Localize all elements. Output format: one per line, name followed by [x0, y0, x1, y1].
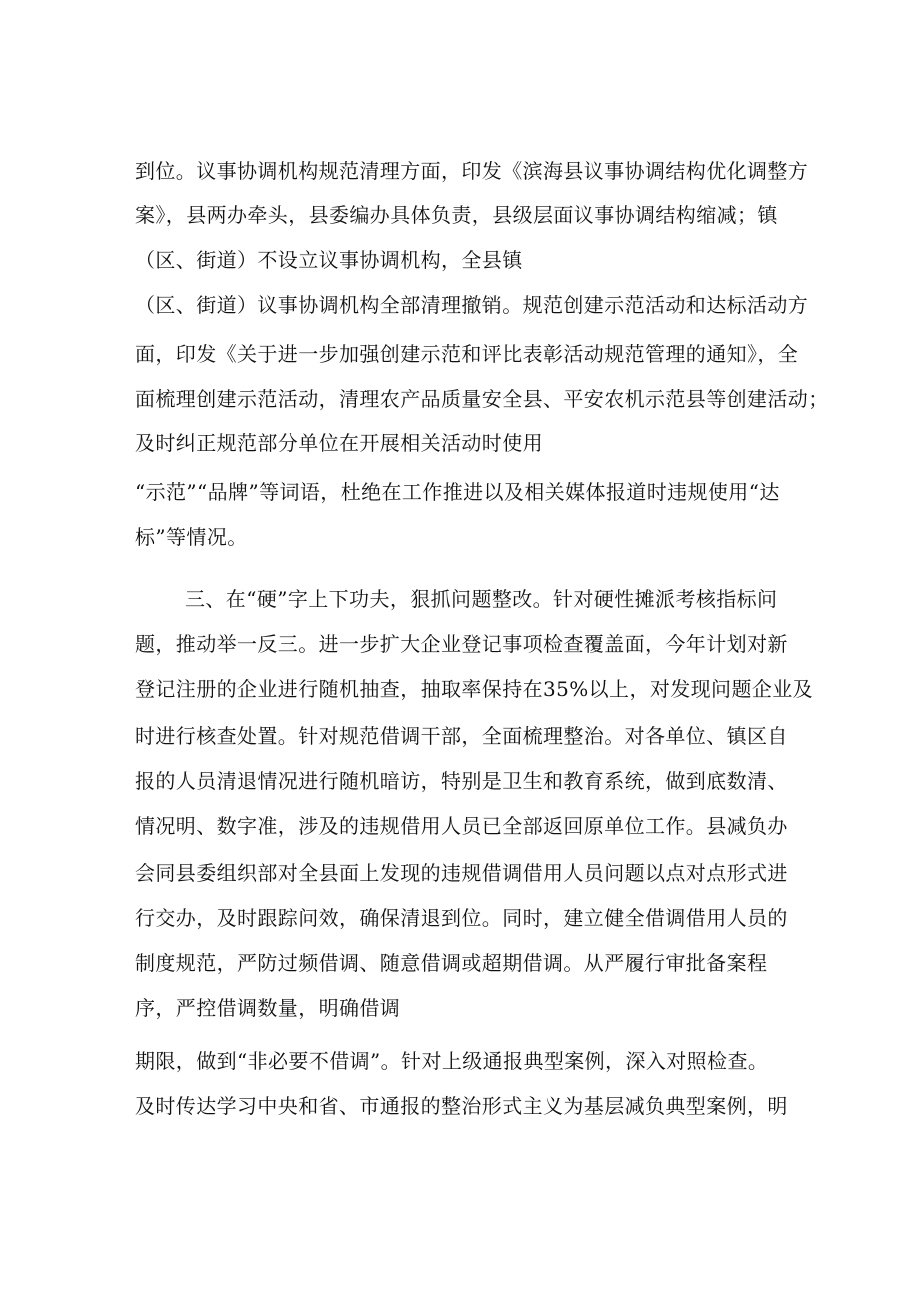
text-line: 报的人员清退情况进行随机暗访，特别是卫生和教育系统，做到底数清、 — [135, 769, 788, 793]
text-line: “示范”“品牌”等词语，杜绝在工作推进以及相关媒体报道时违规使用“达 — [135, 480, 780, 504]
text-line: 序，严控借调数量，明确借调 — [135, 996, 401, 1020]
section-heading-line: 三、在“硬”字上下功夫，狠抓问题整改。针对硬性摊派考核指标问 — [185, 587, 778, 611]
text-line: 标”等情况。 — [135, 525, 248, 549]
text-line: 案》，县两办牵头，县委编办具体负责，县级层面议事协调结构缩减；镇 — [135, 203, 778, 227]
text-line: 行交办，及时跟踪问效，确保清退到位。同时，建立健全借调借用人员的 — [135, 906, 788, 930]
text-line: 制度规范，严防过频借调、随意借调或超期借调。从严履行审批备案程 — [135, 951, 768, 975]
text-line: （区、街道）不设立议事协调机构，全县镇 — [135, 248, 523, 272]
text-line: 登记注册的企业进行随机抽查，抽取率保持在35%以上，对发现问题企业及 — [135, 677, 814, 701]
text-line: 题，推动举一反三。进一步扩大企业登记事项检查覆盖面，今年计划对新 — [135, 632, 788, 656]
text-line: 到位。议事协调机构规范清理方面，印发《滨海县议事协调结构优化调整方 — [135, 159, 809, 183]
text-line: 时进行核查处置。针对规范借调干部，全面梳理整治。对各单位、镇区自 — [135, 724, 788, 748]
text-line: 面梳理创建示范活动，清理农产品质量安全县、平安农机示范县等创建活动； — [135, 387, 829, 411]
text-line: 及时传达学习中央和省、市通报的整治形式主义为基层减负典型案例，明 — [135, 1094, 788, 1118]
text-line: 期限，做到“非必要不借调”。针对上级通报典型案例，深入对照检查。 — [135, 1049, 769, 1073]
text-line: 情况明、数字准，涉及的违规借用人员已全部返回原单位工作。县减负办 — [135, 814, 788, 838]
text-line: 面，印发《关于进一步加强创建示范和评比表彰活动规范管理的通知》，全 — [135, 342, 799, 366]
text-line: 及时纠正规范部分单位在开展相关活动时使用 — [135, 431, 543, 455]
text-line: 会同县委组织部对全县面上发现的违规借调借用人员问题以点对点形式进 — [135, 861, 788, 885]
text-line: （区、街道）议事协调机构全部清理撤销。规范创建示范活动和达标活动方 — [135, 293, 809, 317]
